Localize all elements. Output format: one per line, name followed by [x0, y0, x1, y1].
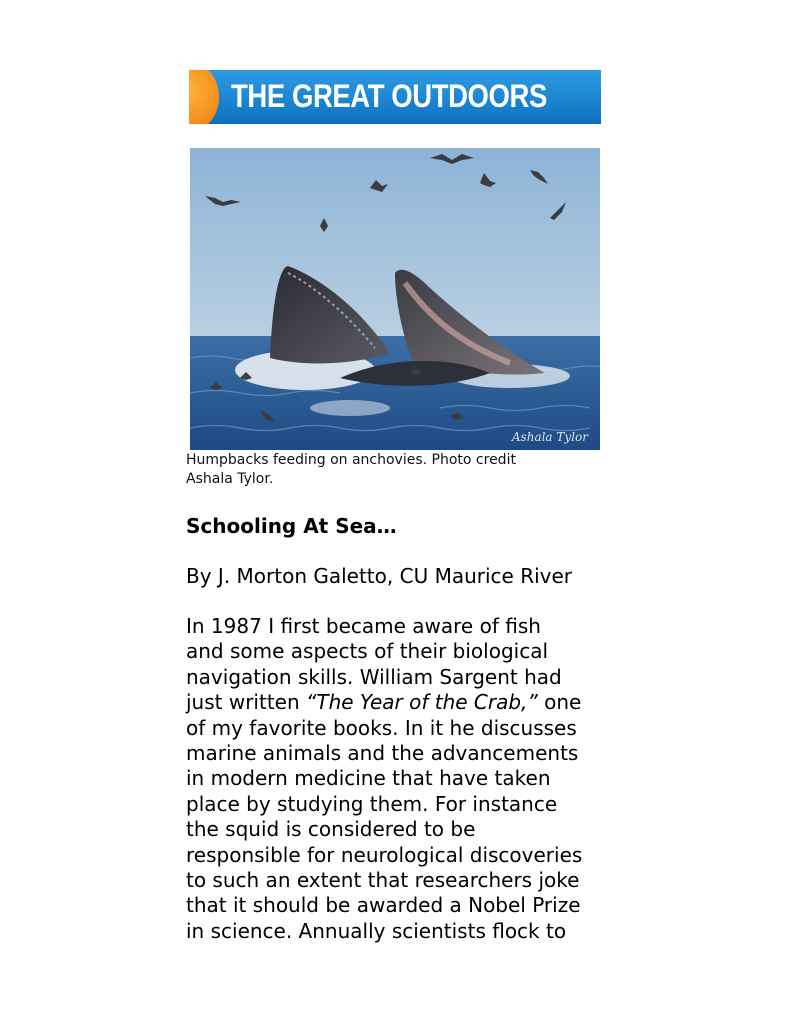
article-byline: By J. Morton Galetto, CU Maurice River	[186, 564, 573, 588]
photo-caption	[186, 451, 606, 489]
header-banner	[189, 70, 601, 124]
banner-title: THE GREAT OUTDOORS	[231, 78, 547, 114]
body-line: to such an extent that researchers joke	[186, 868, 580, 893]
book-title: “The Year of the Crab,”	[306, 690, 538, 715]
caption-line: Humpbacks feeding on anchovies. Photo credit	[186, 452, 516, 468]
body-line: the squid is considered to be	[186, 817, 476, 842]
body-line: and some aspects of their biological	[186, 639, 549, 664]
body-line: that it should be awarded a Nobel Prize	[186, 893, 581, 918]
photo-watermark: Ashala Tylor	[511, 430, 588, 444]
article-body	[186, 614, 616, 944]
body-text-fragment: just written	[186, 690, 307, 715]
body-line: responsible for neurological discoveries	[186, 842, 583, 867]
body-line: marine animals and the advancements	[186, 741, 579, 766]
body-line: In 1987 I first became aware of fish	[186, 614, 541, 638]
body-line: place by studying them. For instance	[186, 791, 558, 816]
article-heading: Schooling At Sea…	[186, 514, 397, 538]
caption-line: Ashala Tylor.	[186, 471, 274, 487]
body-line: in modern medicine that have taken	[186, 766, 551, 791]
body-text-fragment: one	[537, 690, 582, 715]
body-line: in science. Annually scientists flock to	[186, 918, 567, 943]
body-line: of my favorite books. In it he discusses	[186, 715, 577, 740]
whale-photo	[190, 148, 600, 450]
body-line	[186, 690, 616, 715]
body-line: navigation skills. William Sargent had	[186, 664, 562, 689]
